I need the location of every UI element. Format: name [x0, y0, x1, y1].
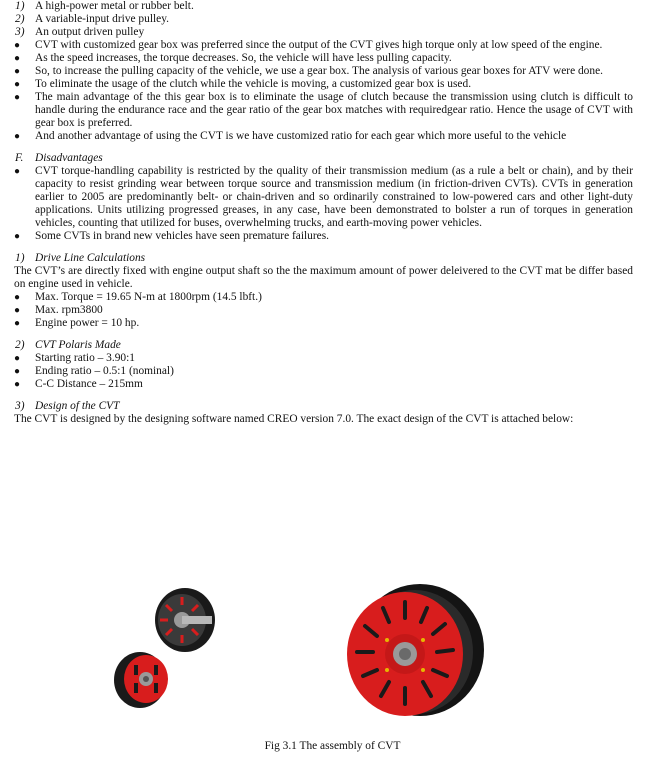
bullet-item: ● Max. Torque = 19.65 N-m at 1800rpm (14.5 lbft.) [14, 291, 262, 303]
cvt-assembly-figure [0, 560, 665, 735]
bullet-icon: ● [14, 366, 21, 377]
bullet-item: ● CVT with customized gear box was preferred since the output of the CVT gives high torque only at low speed of the engine. [14, 39, 603, 51]
bullet-icon: ● [14, 166, 21, 177]
bullet-item: ● C-C Distance – 215mm [14, 378, 143, 390]
section-heading-cvt-polaris: 2) CVT Polaris Made [15, 339, 121, 351]
bullet-item: ● To eliminate the usage of the clutch while the vehicle is moving, a customized gear box is used. [14, 78, 472, 90]
section-heading-design: 3) Design of the CVT [15, 400, 120, 412]
bullet-icon: ● [14, 131, 21, 142]
drive-pulley-graphic [114, 652, 168, 708]
driven-pulley-graphic [155, 588, 215, 652]
bullet-item: ● As the speed increases, the torque decreases. So, the vehicle will have less pulling capacity. [14, 52, 452, 64]
top-numbered-list [0, 0, 665, 39]
bullet-item: ● Starting ratio – 3.90:1 [14, 352, 135, 364]
bullet-item: ● Engine power = 10 hp. [14, 317, 140, 329]
section-heading-drive-line: 1) Drive Line Calculations [15, 252, 146, 264]
list-item: 1) A high-power metal or rubber belt. [15, 0, 194, 12]
bullet-icon: ● [14, 379, 21, 390]
bullet-icon: ● [14, 292, 21, 303]
drive-line-paragraph: The CVT’s are directly fixed with engine output shaft so the the maximum amount of power deleivered to the CVT mat be differ based on engine used in vehicle. [14, 265, 633, 290]
bullet-icon: ● [14, 40, 21, 51]
list-item: 2) A variable-input drive pulley. [15, 13, 170, 25]
bullet-item: ● CVT torque-handling capability is restricted by the quality of their transmission medium (as a rule a belt or chain), and by their capacity to resist grinding wear between torque source and transmission medium (in friction-driven CVTs). CVTs in generation earlier to 2005 are predominantly belt- or chain-driven and so ordinarily constrained to low-powered cars and other light-duty applications. Units utilizing progressed greases, in any case, have been demonstrated to bolster a run of torques in generation vehicles, counting that utilized for buses, overwhelming trucks, and earth-moving power vehicles. [14, 165, 633, 229]
bullet-item: ● The main advantage of the this gear box is to eliminate the usage of clutch because the transmission using clutch is difficult to handle during the endurance race and the gear ratio of the gear box matches with requiredgear ratio. Hence the usage of CVT with gear box is preferred. [14, 91, 633, 129]
bullet-icon: ● [14, 53, 21, 64]
bullet-item: ● Max. rpm3800 [14, 304, 103, 316]
bullet-item: ● Ending ratio – 0.5:1 (nominal) [14, 365, 174, 377]
bullet-icon: ● [14, 79, 21, 90]
cvt-large-clutch-image [335, 578, 485, 728]
list-item: 3) An output driven pulley [15, 26, 145, 38]
bullet-icon: ● [14, 353, 21, 364]
bullet-icon: ● [14, 318, 21, 329]
bullet-item: ● Some CVTs in brand new vehicles have seen premature failures. [14, 230, 329, 242]
bullet-icon: ● [14, 231, 21, 242]
bullet-item: ● So, to increase the pulling capacity of the vehicle, we use a gear box. The analysis of various gear boxes for ATV were done. [14, 65, 603, 77]
figure-caption: Fig 3.1 The assembly of CVT [264, 740, 401, 752]
top-bullet-list [0, 39, 665, 143]
design-paragraph: The CVT is designed by the designing software named CREO version 7.0. The exact design of the CVT is attached below: [14, 413, 574, 425]
bullet-item: ● And another advantage of using the CVT is we have customized ratio for each gear which more useful to the vehicle [14, 130, 567, 142]
bullet-icon: ● [14, 92, 21, 103]
section-heading-disadvantages: F. Disadvantages [15, 152, 103, 164]
bullet-icon: ● [14, 66, 21, 77]
cvt-small-assembly-image [110, 575, 220, 715]
bullet-icon: ● [14, 305, 21, 316]
